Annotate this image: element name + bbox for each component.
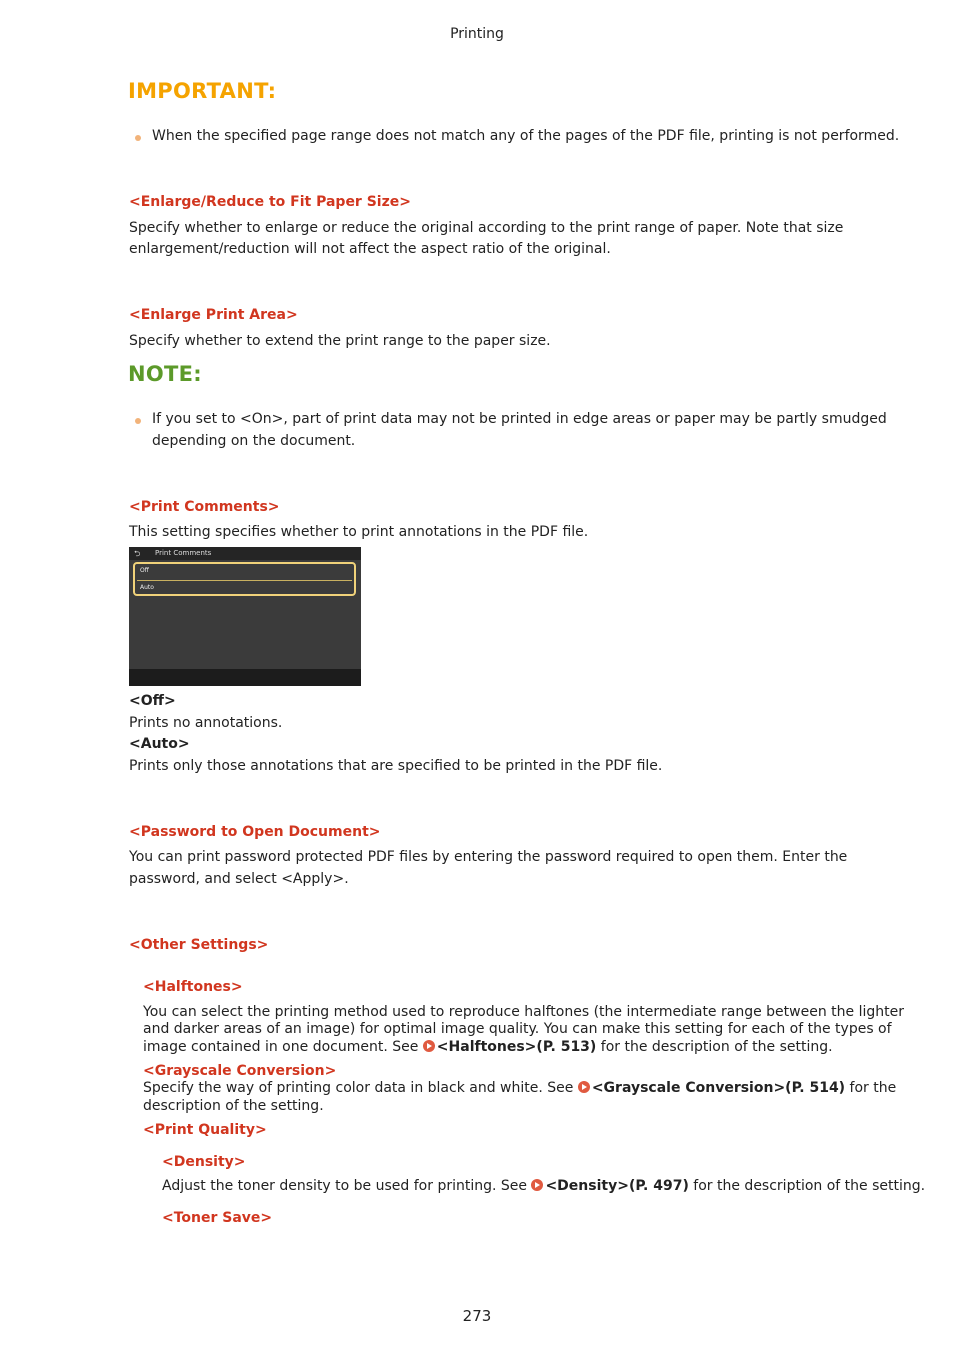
- density-link[interactable]: <Density>(P. 497): [545, 1178, 689, 1194]
- note-text-2: depending on the document.: [152, 433, 356, 449]
- print-comments-heading: <Print Comments>: [129, 499, 280, 515]
- enlarge-print-area-text: Specify whether to extend the print range to the paper size.: [129, 333, 551, 349]
- print-quality-heading: <Print Quality>: [143, 1122, 267, 1138]
- screen-option-list: [133, 562, 356, 596]
- link-arrow-icon: [531, 1179, 543, 1191]
- off-description: Prints no annotations.: [129, 715, 283, 731]
- important-label: IMPORTANT:: [128, 79, 277, 103]
- screen-option-off: Off: [140, 567, 149, 574]
- link-arrow-icon: [578, 1081, 590, 1093]
- bullet-icon: [135, 418, 141, 424]
- grayscale-after-text: for the: [845, 1080, 897, 1096]
- screen-title-bar: [129, 547, 361, 560]
- print-comments-text: This setting specifies whether to print annotations in the PDF file.: [129, 524, 589, 540]
- halftones-text-2: and darker areas of an image) for optimal image quality. You can make this setting for each of the types of: [143, 1021, 892, 1037]
- halftones-heading: <Halftones>: [143, 979, 243, 995]
- grayscale-link[interactable]: <Grayscale Conversion>(P. 514): [591, 1080, 846, 1096]
- enlarge-print-area-heading: <Enlarge Print Area>: [129, 307, 298, 323]
- density-heading: <Density>: [162, 1154, 246, 1170]
- password-text-1: You can print password protected PDF files by entering the password required to open them. Enter the: [129, 849, 848, 865]
- auto-label: <Auto>: [129, 736, 190, 752]
- password-heading: <Password to Open Document>: [129, 824, 381, 840]
- screen-bottom-bar: [129, 669, 361, 686]
- link-arrow-icon: [423, 1040, 435, 1052]
- back-arrow-icon: ⮌: [134, 549, 141, 558]
- note-label: NOTE:: [128, 362, 202, 386]
- auto-description: Prints only those annotations that are specified to be printed in the PDF file.: [129, 758, 663, 774]
- screen-option-auto: Auto: [140, 584, 154, 591]
- other-settings-heading: <Other Settings>: [129, 937, 269, 953]
- density-after-text: for the description of the setting.: [688, 1178, 926, 1194]
- bullet-icon: [135, 135, 141, 141]
- density-text: [162, 1176, 925, 1198]
- page-header: Printing: [450, 26, 504, 42]
- divider: [137, 580, 352, 581]
- enlarge-reduce-text-2: enlargement/reduction will not affect the aspect ratio of the original.: [129, 241, 611, 257]
- halftones-link[interactable]: <Halftones>(P. 513): [436, 1039, 597, 1055]
- screen-title: Print Comments: [155, 549, 212, 557]
- enlarge-reduce-heading: <Enlarge/Reduce to Fit Paper Size>: [129, 194, 411, 210]
- enlarge-reduce-text-1: Specify whether to enlarge or reduce the original according to the print range of paper. Note that size: [129, 220, 844, 236]
- important-item: When the specified page range does not match any of the pages of the PDF file, printing is not performed.: [152, 128, 900, 144]
- grayscale-text-2: description of the setting.: [143, 1098, 324, 1114]
- toner-save-heading: <Toner Save>: [162, 1210, 273, 1226]
- density-see-text: Adjust the toner density to be used for printing. See: [162, 1178, 532, 1194]
- note-text-1: If you set to <On>, part of print data may not be printed in edge areas or paper may be partly smudged: [152, 411, 887, 427]
- halftones-after-text: for the description of the setting.: [596, 1039, 833, 1055]
- page-number: 273: [462, 1307, 492, 1325]
- grayscale-heading: <Grayscale Conversion>: [143, 1063, 337, 1079]
- halftones-text-1: You can select the printing method used to reproduce halftones (the intermediate range between the lighter: [143, 1004, 904, 1020]
- halftones-text-3: [143, 1037, 833, 1059]
- halftones-see-text: image contained in one document. See: [143, 1039, 423, 1055]
- off-label: <Off>: [129, 693, 176, 709]
- device-screen-image: [129, 547, 361, 686]
- password-text-2: password, and select <Apply>.: [129, 871, 349, 887]
- grayscale-see-text: Specify the way of printing color data in black and white. See: [143, 1080, 578, 1096]
